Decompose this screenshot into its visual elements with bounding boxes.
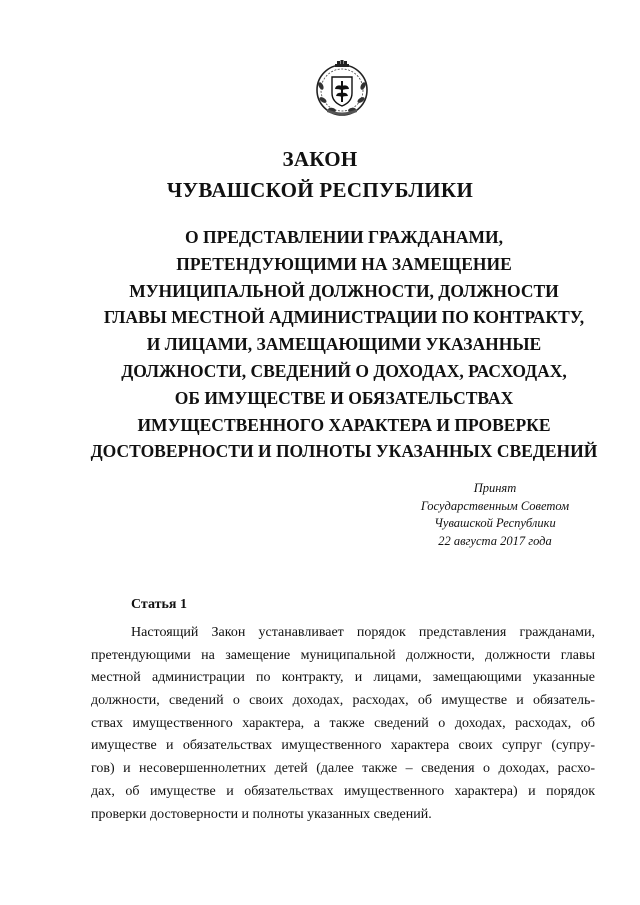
- subject-line: ДОСТОВЕРНОСТИ И ПОЛНОТЫ УКАЗАННЫХ СВЕДЕНИЙ: [90, 441, 598, 462]
- adoption-label: Принят: [473, 481, 517, 495]
- subject-line: ДОЛЖНОСТИ, СВЕДЕНИЙ О ДОХОДАХ, РАСХОДАХ,: [121, 360, 567, 381]
- subject-line: МУНИЦИПАЛЬНОЙ ДОЛЖНОСТИ, ДОЛЖНОСТИ: [129, 280, 559, 301]
- adoption-note: [395, 480, 595, 550]
- subject-line: И ЛИЦАМИ, ЗАМЕЩАЮЩИМИ УКАЗАННЫЕ: [146, 334, 542, 355]
- law-title-region: ЧУВАШСКОЙ РЕСПУБЛИКИ: [166, 178, 474, 202]
- subject-line: ПРЕТЕНДУЮЩИМИ НА ЗАМЕЩЕНИЕ: [176, 253, 512, 274]
- article-text-line: проверки достоверности и полноты указанных сведений.: [91, 806, 432, 822]
- law-subject: [40, 224, 640, 465]
- article-text-line: претендующими на замещение муниципальной должности, должности главы: [91, 647, 595, 663]
- coat-of-arms-icon: [313, 60, 371, 118]
- subject-line: О ПРЕДСТАВЛЕНИИ ГРАЖДАНАМИ,: [185, 227, 503, 247]
- article-text-line: должности, сведений о своих доходах, расходах, об имуществе и обязатель-: [91, 693, 595, 709]
- adoption-date: 22 августа 2017 года: [438, 533, 552, 548]
- law-title: ЗАКОН: [282, 147, 358, 171]
- subject-line: ГЛАВЫ МЕСТНОЙ АДМИНИСТРАЦИИ ПО КОНТРАКТУ,: [103, 307, 585, 328]
- subject-line: ОБ ИМУЩЕСТВЕ И ОБЯЗАТЕЛЬСТВАХ: [174, 387, 514, 408]
- adoption-body-region: Чувашской Республики: [434, 516, 556, 530]
- article-heading: Статья 1: [131, 597, 187, 612]
- article-text-line: имуществе и обязательствах имущественного характера своих супруг (супру-: [91, 738, 595, 754]
- adoption-body: Государственным Советом: [420, 498, 570, 513]
- article-text-line: местной администрации по контракту, и лицами, замещающими указанные: [91, 670, 595, 686]
- article-text-line: гов) и несовершеннолетних детей (далее также – сведения о доходах, расхо-: [91, 761, 595, 777]
- subject-line: ИМУЩЕСТВЕННОГО ХАРАКТЕРА И ПРОВЕРКЕ: [137, 414, 551, 435]
- article-body: [91, 622, 595, 826]
- article-text-line: ствах имущественного характера, а также сведений о доходах, расходах, об: [91, 715, 595, 731]
- article-text-line: Настоящий Закон устанавливает порядок представления гражданами,: [131, 625, 595, 640]
- article-text-line: дах, об имуществе и обязательствах имущественного характера) и порядок: [91, 783, 595, 799]
